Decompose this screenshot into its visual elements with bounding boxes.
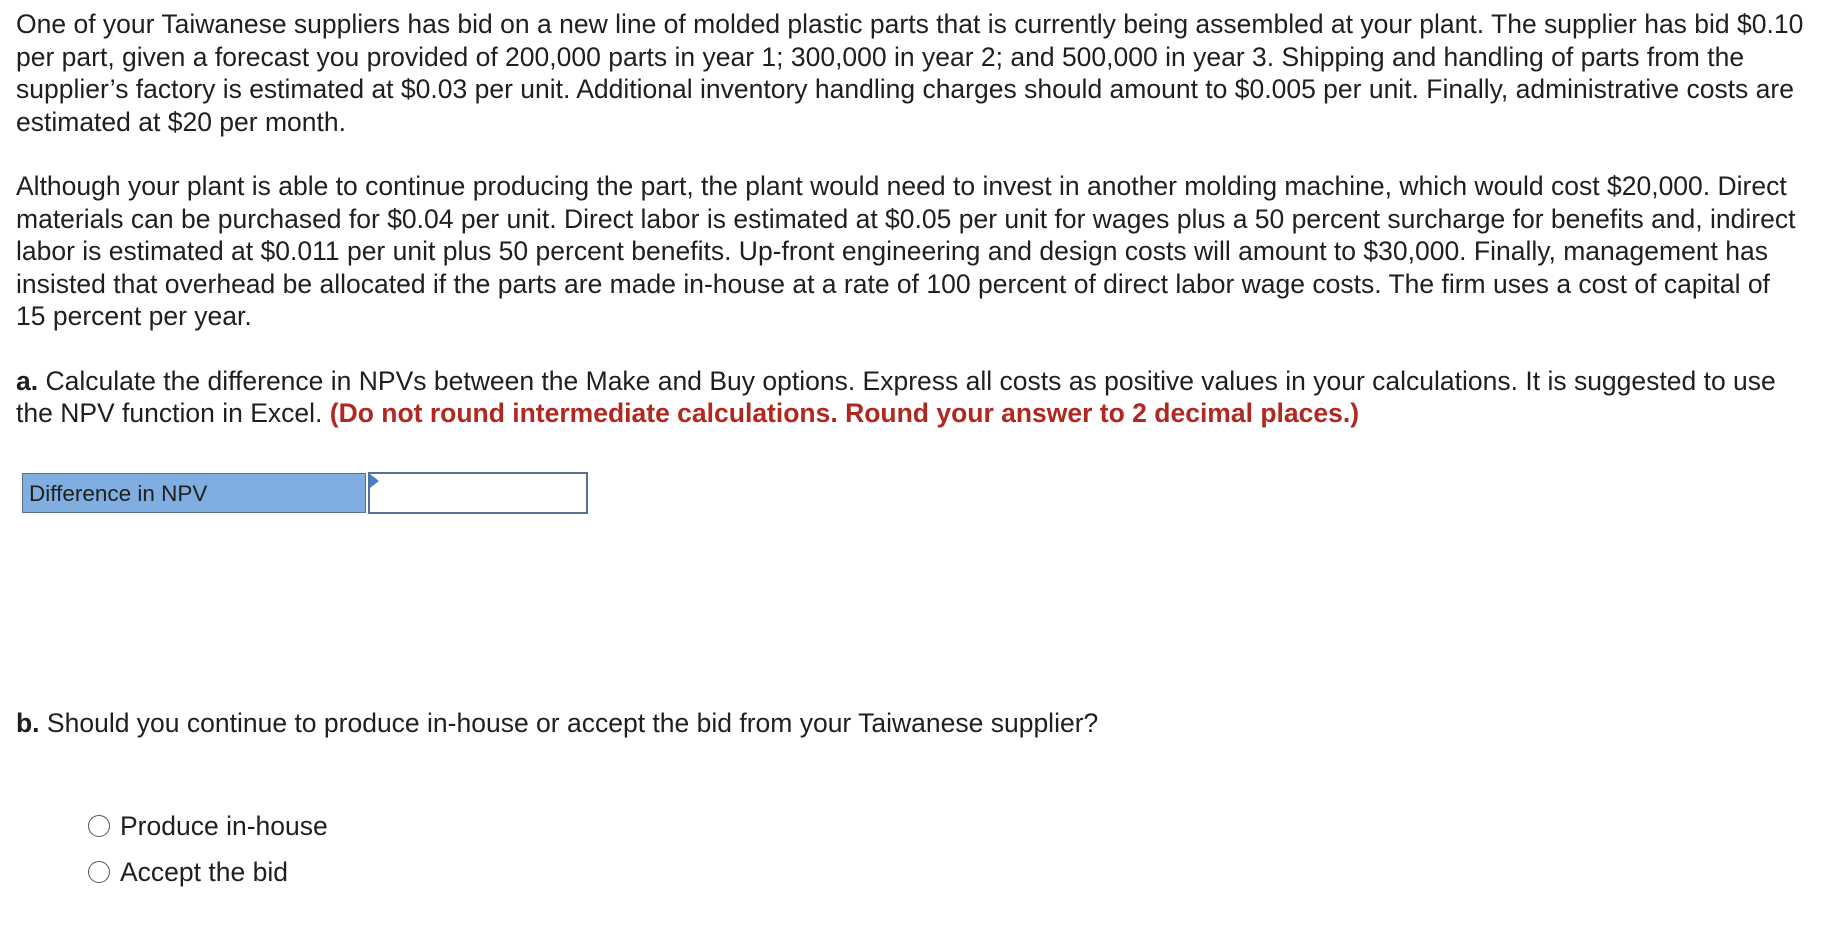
question-b-label: b. <box>16 708 40 738</box>
question-a-label: a. <box>16 365 39 396</box>
option-accept-the-bid[interactable] <box>88 849 328 895</box>
option-label: Accept the bid <box>120 856 288 887</box>
option-label: Produce in-house <box>120 810 328 841</box>
question-a <box>16 365 1806 430</box>
answer-options <box>88 803 328 895</box>
option-produce-in-house[interactable] <box>88 803 328 849</box>
question-b <box>16 707 1098 740</box>
radio-button-icon[interactable] <box>88 815 110 837</box>
problem-paragraph-1: One of your Taiwanese suppliers has bid on a new line of molded plastic parts that is currently being assembled at your plant. The supplier has bid $0.10 per part, given a forecast you provided of 200,000 parts in year 1; 300,000 in year 2; and 500,000 in year 3. Shipping and handling of parts from the supplier’s factory is estimated at $0.03 per unit. Additional inventory handling charges should amount to $0.005 per unit. Finally, administrative costs are estimated at $20 per month. <box>16 9 1804 137</box>
answer-table-row <box>22 473 588 515</box>
radio-button-icon[interactable] <box>88 861 110 883</box>
question-a-text: Calculate the difference in NPVs between the Make and Buy options. Express all costs as positive values in your calculations. It is suggested to use the NPV function in Excel. <box>16 365 1776 428</box>
difference-in-npv-input[interactable] <box>370 474 586 512</box>
problem-content <box>16 8 1806 462</box>
answer-cell[interactable] <box>368 472 588 514</box>
cell-marker-icon <box>370 474 379 488</box>
question-b-text: Should you continue to produce in-house or accept the bid from your Taiwanese supplier? <box>39 708 1099 738</box>
problem-paragraph-2: Although your plant is able to continue producing the part, the plant would need to invest in another molding machine, which would cost $20,000. Direct materials can be purchased for $0.04 per unit. Direct labor is estimated at $0.05 per unit for wages plus a 50 percent surcharge for benefits and, indirect labor is estimated at $0.011 per unit plus 50 percent benefits. Up-front engineering and design costs will amount to $30,000. Finally, management has insisted that overhead be allocated if the parts are made in-house at a rate of 100 percent of direct labor wage costs. The firm uses a cost of capital of 15 percent per year. <box>16 171 1796 331</box>
answer-row-label: Difference in NPV <box>22 473 366 513</box>
question-a-hint: (Do not round intermediate calculations. Round your answer to 2 decimal places.) <box>329 398 1360 428</box>
